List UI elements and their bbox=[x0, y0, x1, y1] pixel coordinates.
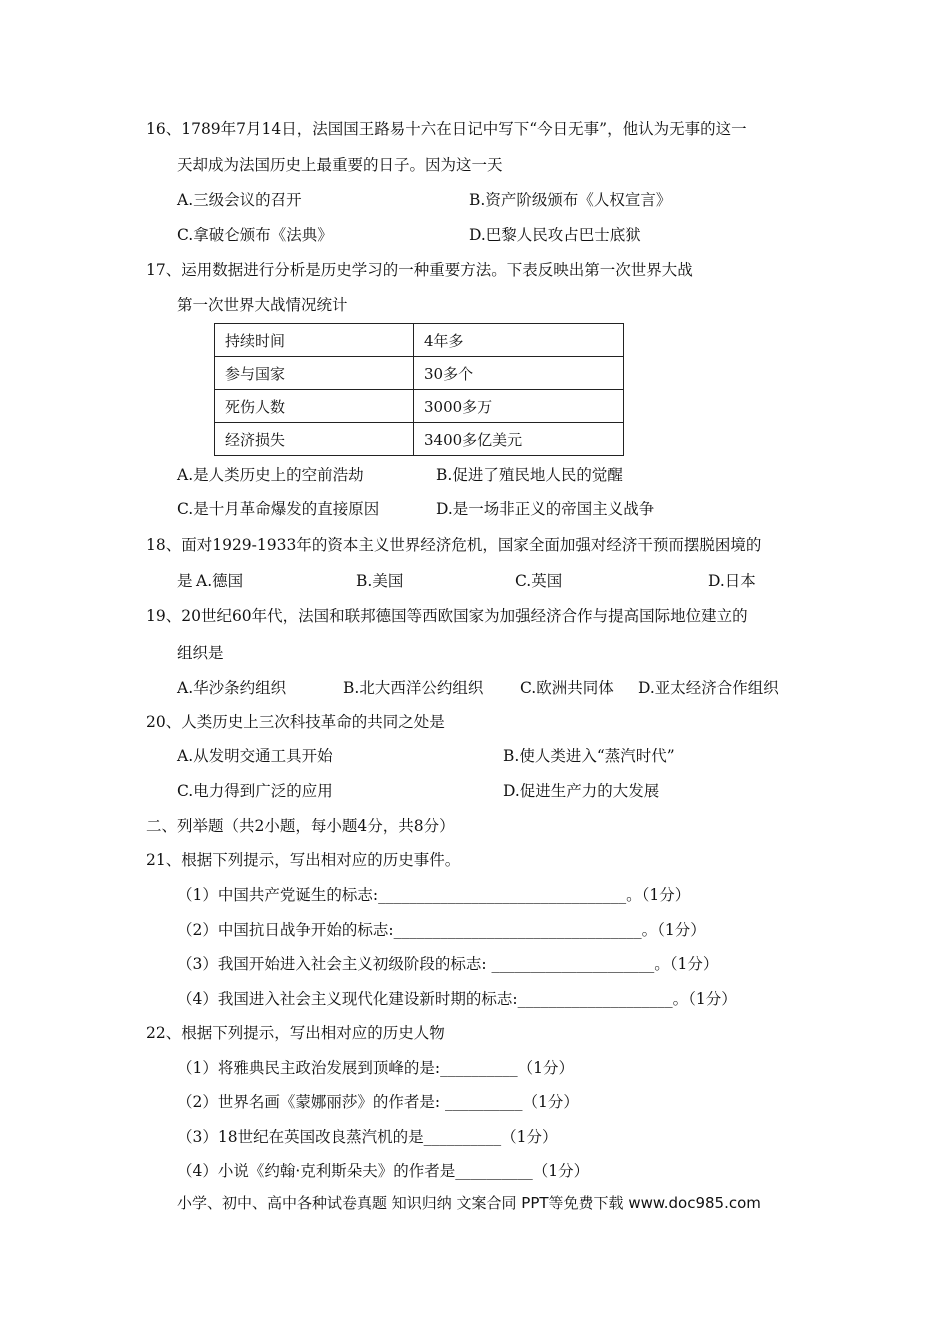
q18-stem-line2: 是 bbox=[177, 572, 193, 590]
table-cell-key: 死伤人数 bbox=[215, 390, 414, 423]
q17-table-title: 第一次世界大战情况统计 bbox=[177, 296, 348, 314]
q20-option-d: D.促进生产力的大发展 bbox=[503, 782, 660, 800]
section-heading: 二、列举题（共2小题，每小题4分，共8分） bbox=[146, 817, 455, 835]
q19-option-a: A.华沙条约组织 bbox=[177, 679, 287, 697]
table-row bbox=[215, 357, 624, 390]
q22-stem: 22、根据下列提示，写出相对应的历史人物 bbox=[146, 1024, 445, 1042]
footer-watermark: 小学、初中、高中各种试卷真题 知识归纳 文案合同 PPT等免费下载 www.doc985.com bbox=[177, 1194, 761, 1212]
q16-option-c: C.拿破仑颁布《法典》 bbox=[177, 226, 333, 244]
table-row bbox=[215, 423, 624, 456]
q20-option-a: A.从发明交通工具开始 bbox=[177, 747, 333, 765]
q17-option-c: C.是十月革命爆发的直接原因 bbox=[177, 500, 380, 518]
q21-item-4: （4）我国进入社会主义现代化建设新时期的标志:____________________。（1分） bbox=[177, 990, 737, 1008]
table-cell-key: 参与国家 bbox=[215, 357, 414, 390]
q16-stem-line2: 天却成为法国历史上最重要的日子。因为这一天 bbox=[177, 156, 503, 174]
q19-option-b: B.北大西洋公约组织 bbox=[343, 679, 484, 697]
q17-option-a: A.是人类历史上的空前浩劫 bbox=[177, 466, 364, 484]
table-cell-value: 30多个 bbox=[414, 357, 624, 390]
table-cell-value: 3400多亿美元 bbox=[414, 423, 624, 456]
q22-item-4: （4）小说《约翰·克利斯朵夫》的作者是__________（1分） bbox=[177, 1162, 590, 1180]
q21-item-2: （2）中国抗日战争开始的标志:________________________________。（1分） bbox=[177, 921, 706, 939]
q16-option-b: B.资产阶级颁布《人权宣言》 bbox=[469, 191, 672, 209]
q20-option-c: C.电力得到广泛的应用 bbox=[177, 782, 333, 800]
q16-stem-line1: 16、1789年7月14日，法国国王路易十六在日记中写下“今日无事”，他认为无事的这一 bbox=[146, 120, 747, 138]
q18-option-d: D.日本 bbox=[708, 572, 756, 590]
q21-item-1: （1）中国共产党诞生的标志:________________________________。（1分） bbox=[177, 886, 691, 904]
q19-stem-line2: 组织是 bbox=[177, 644, 224, 662]
q16-option-a: A.三级会议的召开 bbox=[177, 191, 302, 209]
q17-option-b: B.促进了殖民地人民的觉醒 bbox=[436, 466, 623, 484]
q18-option-b: B.美国 bbox=[356, 572, 404, 590]
q20-option-b: B.使人类进入“蒸汽时代” bbox=[503, 747, 675, 765]
q17-stem: 17、运用数据进行分析是历史学习的一种重要方法。下表反映出第一次世界大战 bbox=[146, 261, 693, 279]
q21-stem: 21、根据下列提示，写出相对应的历史事件。 bbox=[146, 851, 461, 869]
q22-item-2: （2）世界名画《蒙娜丽莎》的作者是: __________（1分） bbox=[177, 1093, 579, 1111]
q22-item-1: （1）将雅典民主政治发展到顶峰的是:__________（1分） bbox=[177, 1059, 574, 1077]
q16-option-d: D.巴黎人民攻占巴士底狱 bbox=[469, 226, 641, 244]
q19-option-c: C.欧洲共同体 bbox=[520, 679, 614, 697]
q17-option-d: D.是一场非正义的帝国主义战争 bbox=[436, 500, 655, 518]
q18-option-c: C.英国 bbox=[515, 572, 563, 590]
table-row bbox=[215, 324, 624, 357]
table-cell-key: 经济损失 bbox=[215, 423, 414, 456]
q20-stem: 20、人类历史上三次科技革命的共同之处是 bbox=[146, 713, 445, 731]
q19-stem-line1: 19、20世纪60年代，法国和联邦德国等西欧国家为加强经济合作与提高国际地位建立的 bbox=[146, 607, 748, 625]
q19-option-d: D.亚太经济合作组织 bbox=[638, 679, 779, 697]
q18-stem-line1: 18、面对1929-1933年的资本主义世界经济危机，国家全面加强对经济干预而摆脱困境的 bbox=[146, 536, 762, 554]
table-row bbox=[215, 390, 624, 423]
table-cell-value: 3000多万 bbox=[414, 390, 624, 423]
q18-option-a: A.德国 bbox=[196, 572, 244, 590]
table-cell-value: 4年多 bbox=[414, 324, 624, 357]
q22-item-3: （3）18世纪在英国改良蒸汽机的是__________（1分） bbox=[177, 1128, 558, 1146]
q21-item-3: （3）我国开始进入社会主义初级阶段的标志: _____________________。（1分） bbox=[177, 955, 719, 973]
ww1-stats-table bbox=[214, 323, 624, 456]
table-cell-key: 持续时间 bbox=[215, 324, 414, 357]
